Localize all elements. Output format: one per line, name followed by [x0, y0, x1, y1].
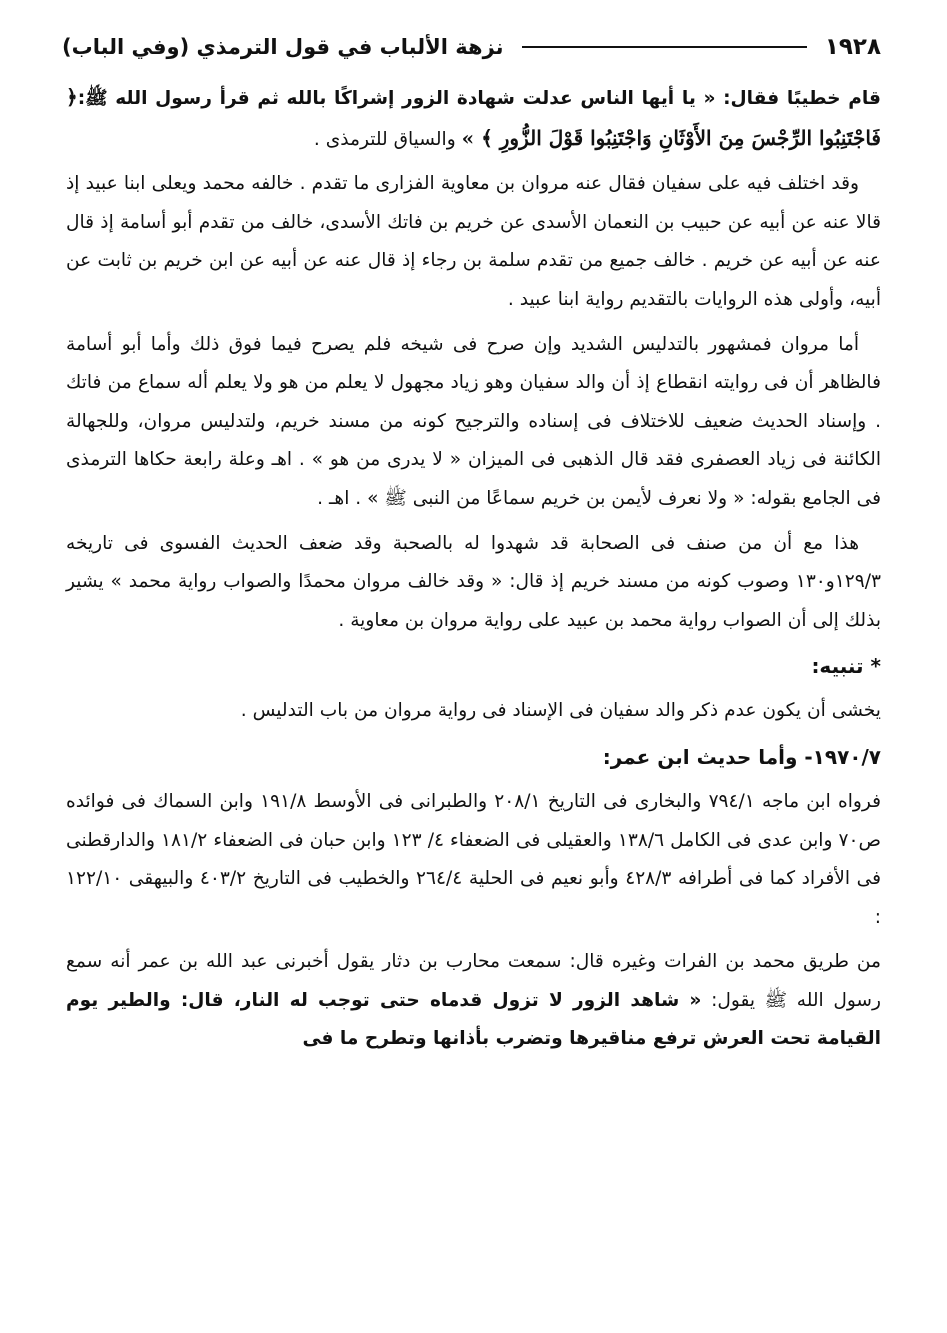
page-body [66, 78, 881, 1065]
narration-chain: من طريق محمد بن الفرات وغيره قال: سمعت محارب بن دثار يقول أخبرنى عبد الله بن عمر أنه سمع رسول الله ﷺ يقول: [66, 951, 881, 1011]
paragraph-sources: فرواه ابن ماجه ٧٩٤/١ والبخارى فى التاريخ ٢٠٨/١ والطبرانى فى الأوسط ١٩١/٨ وابن السماك فى فوائده ص٧٠ وابن عدى فى الكامل ١٣٨/٦ والعقيلى فى الضعفاء ٤/ ١٢٣ وابن حبان فى الضعفاء ١٨١/٢ والدارقطنى فى الأفراد كما فى أطرافه ٤٢٨/٣ وأبو نعيم فى الحلية ٢٦٤/٤ والخطيب فى التاريخ ٤٠٣/٢ والبيهقى ١٢٢/١٠ : [66, 790, 881, 928]
paragraph-narration [66, 943, 881, 1059]
running-title: نزهة الألباب في قول الترمذي (وفي الباب) [62, 35, 504, 59]
paragraph-chain-analysis: أما مروان فمشهور بالتدليس الشديد وإن صرح فى شيخه فلم يصرح فيما فوق ذلك وأما أبو أسامة فالظاهر أن فى روايته انقطاع إذ أن والد سفيان وهو زياد مجهول لا يعلم من هو ولا يعلم أله سماع من فاتك . وإسناد الحديث ضعيف للاختلاف فى إسناده والترجيح كونه من مسند خريم، ولتدليس مروان، وللجهالة الكائنة فى زياد العصفرى فقد قال الذهبى فى الميزان « لا يدرى من هو » . اهـ وعلة رابعة حكاها الترمذى فى الجامع بقوله: « ولا نعرف لأيمن بن خريم سماعًا من النبى ﷺ » . اهـ . [66, 333, 881, 509]
paragraph-lead: قام خطيبًا فقال: [715, 88, 881, 109]
paragraph-chain-discrepancy: وقد اختلف فيه على سفيان فقال عنه مروان بن معاوية الفزارى ما تقدم . خالفه محمد ويعلى ابنا عبيد إذ قالا عنه عن أبيه عن حبيب بن النعمان الأسدى عن خريم بن فاتك الأسدى، خالف من تقدم أبو أسامة إذ قال عنه عن أبيه عن خريم . خالف جميع من تقدم سلمة بن رجاء إذ قال عنه عن أبيه عن ابن خريم بن ثابت عن أبيه، وأولى هذه الروايات بالتقديم رواية ابنا عبيد . [66, 173, 881, 310]
page-header [62, 30, 881, 64]
narration-text: « شاهد الزور لا تزول قدماه حتى توجب له النار، قال: والطير يوم القيامة تحت العرش ترفع مناقيرها وتضرب بأذانها وتطرح ما فى [66, 989, 881, 1050]
paragraph-tail: والسياق للترمذى . [313, 128, 462, 150]
header-rule [522, 46, 807, 48]
tanbih-heading: * تنبيه: [811, 654, 881, 679]
quran-verse: ﴿ فَاجْتَنِبُوا الرِّجْسَ مِنَ الأَوْثَانِ وَاجْتَنِبُوا قَوْلَ الزُّورِ ﴾ » [66, 85, 881, 150]
paragraph-companionship: هذا مع أن من صنف فى الصحابة قد شهدوا له بالصحبة وقد ضعف الحديث الفسوى فى تاريخه ١٢٩/٣و١٣٠ وصوب كونه من مسند خريم إذ قال: « وقد خالف مروان محمدًا والصواب رواية محمد » يشير بذلك إلى أن الصواب رواية محمد بن عبيد على رواية مروان بن معاوية . [66, 532, 881, 631]
page-number: ١٩٢٨ [824, 34, 881, 60]
paragraph-hadith-quote [66, 78, 881, 159]
hadith-quote: « يا أيها الناس عدلت شهادة الزور إشراكًا بالله ثم قرأ رسول الله ﷺ: [77, 88, 716, 109]
paragraph-tanbih: يخشى أن يكون عدم ذكر والد سفيان فى الإسناد فى رواية مروان من باب التدليس . [240, 700, 881, 722]
section-heading: ١٩٧٠/٧- وأما حديث ابن عمر: [602, 744, 881, 769]
